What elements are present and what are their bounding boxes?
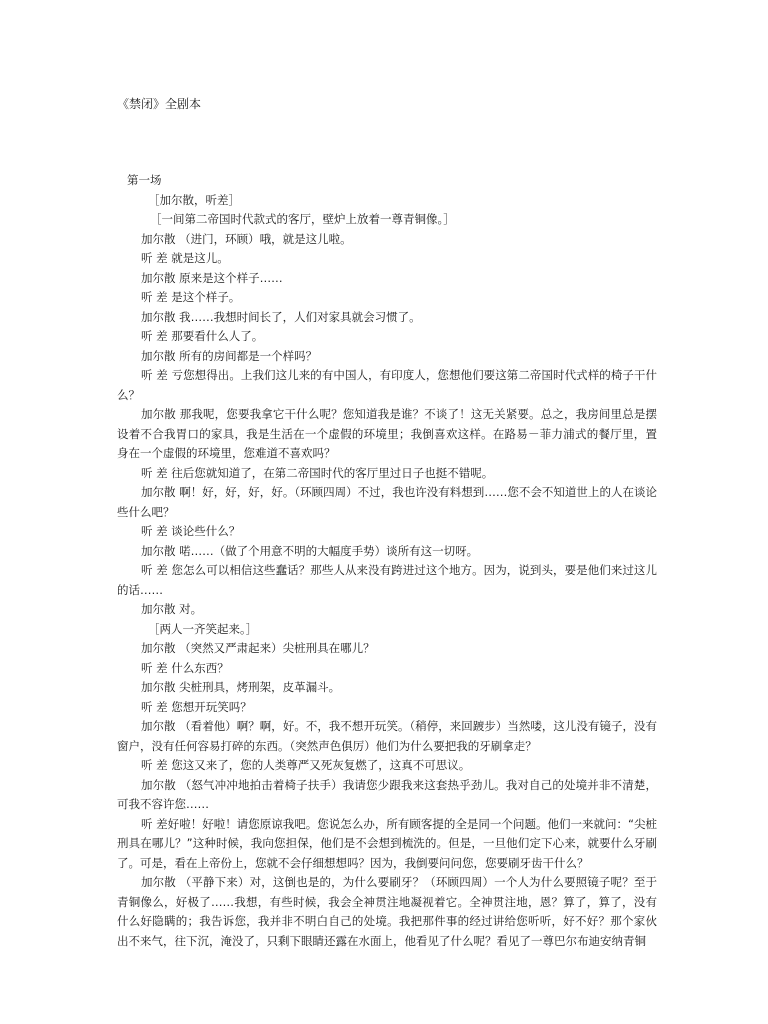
dialogue-line: 听 差 就是这儿。 (141, 251, 229, 265)
dialogue-line: 加尔散 那我呢，您要我拿它干什么呢？您知道我是谁？不谈了！这无关紧要。总之，我房间里总是摆设着不合我胃口的家具，我是生活在一个虚假的环境里；我倒喜欢这样。在路易－菲力浦式的餐厅里，置身在一个虚假的环境里，您难道不喜欢吗？ (117, 407, 657, 460)
document-title: 《禁闭》全剧本 (117, 97, 202, 111)
dialogue-line: 听 差 您怎么可以相信这些蠢话？那些人从来没有跨进过这个地方。因为，说到头，要是他们来过这儿的话…… (117, 563, 657, 597)
script-body (117, 171, 657, 951)
dialogue-line: 听 差 是这个样子。 (141, 290, 241, 304)
dialogue-line: 听 差 那要看什么人了。 (141, 329, 264, 343)
dialogue-line: 听 差 您想开玩笑吗？ (141, 699, 252, 714)
dialogue-line: 听 差 亏您想得出。上我们这儿来的有中国人，有印度人，您想他们要这第二帝国时代式样的椅子干什么？ (117, 368, 657, 402)
dialogue-line: 听 差 什么东西？ (141, 660, 229, 675)
dialogue-line: 听 差 您这又来了，您的人类尊严又死灰复燃了，这真不可思议。 (141, 758, 471, 772)
dialogue-line: 加尔散 原来是这个样子…… (141, 270, 283, 285)
dialogue-line: 加尔散 尖桩刑具，烤刑架，皮革漏斗。 (141, 680, 341, 694)
dialogue-line: 加尔散 喏……（做了个用意不明的大幅度手势）谈所有这一切呀。 (141, 543, 479, 558)
dialogue-line: 听 差 谈论些什么？ (141, 524, 241, 538)
scene-heading: 第一场 (127, 173, 162, 187)
dialogue-line: 加尔散 我……我想时间长了，人们对家具就会习惯了。 (141, 309, 421, 324)
dialogue-line: 加尔散 （平静下来）对，这倒也是的，为什么要刷牙？（环顾四周）一个人为什么要照镜子呢？至于青铜像么，好极了……我想，有些时候，我会全神贯注地凝视着它。全神贯注地，恩？算了，算了，没有什么好隐瞒的；我告诉您，我并非不明白自己的处境。我把那件事的经过讲给您听听，好不好？那个家伙出不来气，往下沉，淹没了，只剩下眼睛还露在水面上，他看见了什么呢？看见了一尊巴尔布迪安纳青铜 (117, 875, 657, 948)
dialogue-line: 听 差好啦！好啦！请您原谅我吧。您说怎么办，所有顾客提的全是同一个问题。他们一来就问：“尖桩刑具在哪儿？”这种时候，我向您担保，他们是不会想到梳洗的。但是，一旦他们定下心来，就要什么牙刷了。可是，看在上帝份上，您就不会仔细想想吗？因为，我倒要问问您，您要刷牙齿干什么？ (117, 816, 657, 870)
dialogue-line: 加尔散 所有的房间都是一个样吗？ (141, 348, 318, 363)
dialogue-line: 听 差 往后您就知道了，在第二帝国时代的客厅里过日子也挺不错呢。 (141, 465, 494, 480)
dialogue-line: 加尔散 啊！好，好，好，好。（环顾四周）不过，我也许没有料想到……您不会不知道世上的人在谈论些什么吧？ (117, 485, 657, 519)
stage-direction: ［加尔散，听差］ (148, 192, 240, 207)
dialogue-line: 加尔散 （怒气冲冲地拍击着椅子扶手）我请您少跟我来这套热乎劲儿。我对自己的处境并非不清楚，可我不容许您…… (117, 777, 657, 811)
stage-direction: ［一间第二帝国时代款式的客厅，壁炉上放着一尊青铜像。］ (150, 212, 455, 226)
dialogue-line: 加尔散 （突然又严肃起来）尖桩刑具在哪儿？ (141, 641, 375, 655)
dialogue-line: 加尔散 （看着他）啊？啊，好。不，我不想开玩笑。（稍停，来回踱步）当然喽，这儿没有镜子，没有窗户，没有任何容易打碎的东西。（突然声色俱厉）他们为什么要把我的牙刷拿走？ (117, 719, 657, 753)
stage-direction: ［两人一齐笑起来。］ (148, 621, 258, 636)
dialogue-line: 加尔散 （进门，环顾）哦，就是这儿啦。 (141, 231, 352, 246)
dialogue-line: 加尔散 对。 (141, 602, 203, 616)
script-lines (117, 191, 657, 952)
